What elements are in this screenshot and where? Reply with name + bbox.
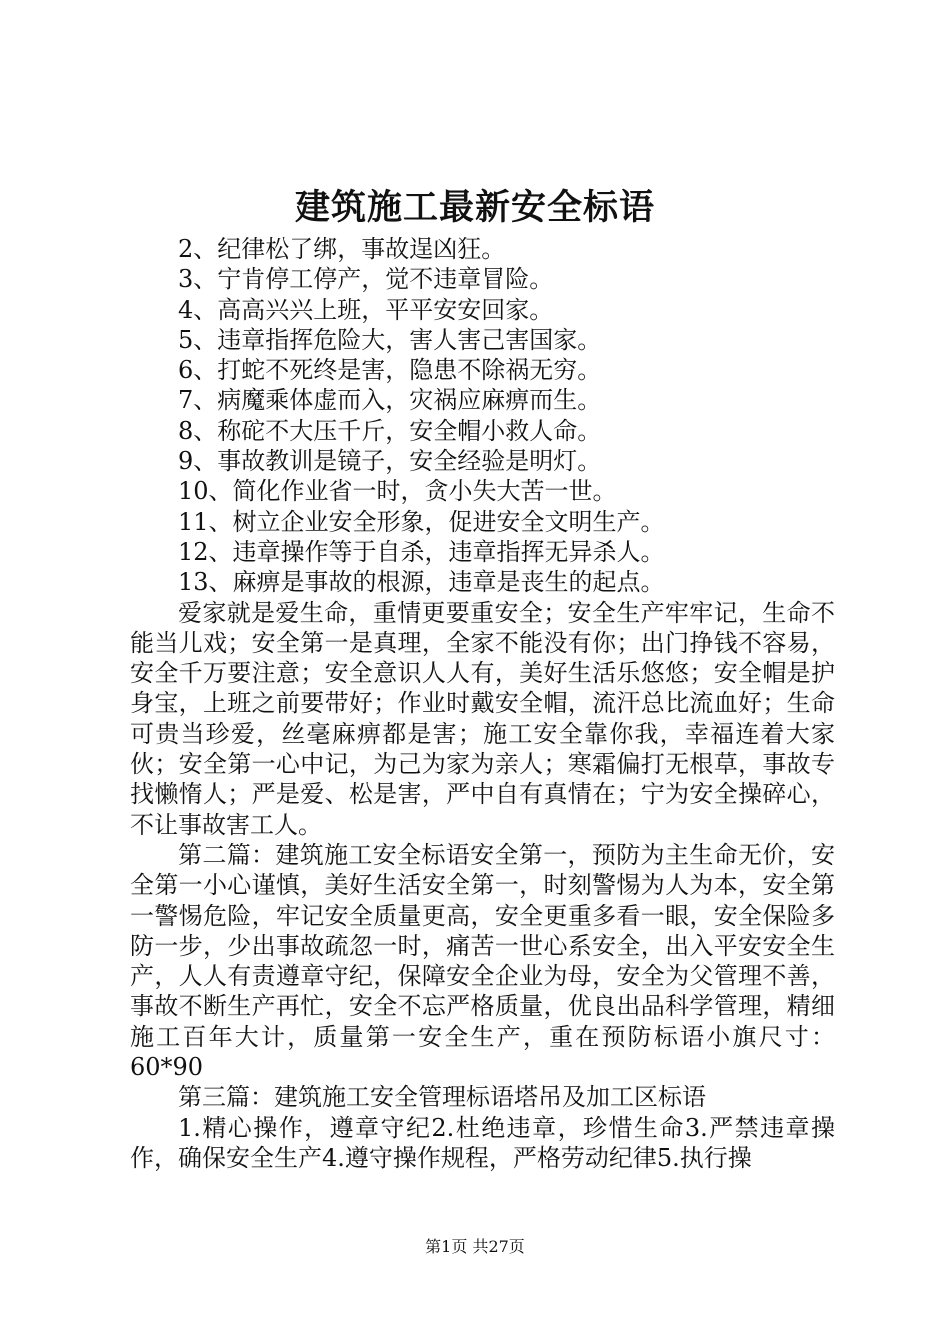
slogan-line: 11、树立企业安全形象，促进安全文明生产。 (178, 507, 665, 536)
slogan-line: 9、事故教训是镜子，安全经验是明灯。 (178, 447, 602, 476)
slogan-line: 3、宁肯停工停产，觉不违章冒险。 (178, 265, 554, 294)
slogan-line: 10、简化作业省一时，贪小失大苦一世。 (178, 477, 617, 506)
slogan-line: 2、纪律松了绑，事故逞凶狂。 (178, 235, 506, 263)
slogan-line: 4、高高兴兴上班，平平安安回家。 (178, 295, 554, 324)
page-footer: 第1页 共27页 (425, 1237, 525, 1256)
slogan-line: 13、麻痹是事故的根源，违章是丧生的起点。 (178, 568, 665, 597)
paragraph-family-safety: 爱家就是爱生命，重情更要重安全；安全生产牢牢记，生命不能当儿戏；安全第一是真理，全家不能没有你；出门挣钱不容易，安全千万要注意；安全意识人人有，美好生活乐悠悠；安全帽是护身宝，上班之前要带好；作业时戴安全帽，流汗总比流血好；生命可贵当珍爱，丝毫麻痹都是害；施工安全靠你我，幸福连着大家伙；安全第一心中记，为己为家为亲人；寒霜偏打无根草，事故专找懒惰人；严是爱、松是害，严中自有真情在；宁为安全操碎心，不让事故害工人。 (130, 598, 835, 839)
slogan-line: 6、打蛇不死终是害，隐患不除祸无穷。 (178, 356, 602, 385)
slogan-line: 8、称砣不大压千斤，安全帽小救人命。 (178, 416, 602, 445)
paragraph-part-three-heading: 第三篇：建筑施工安全管理标语塔吊及加工区标语 (178, 1083, 706, 1112)
paragraph-part-two: 第二篇：建筑施工安全标语安全第一，预防为主生命无价，安全第一小心谨慎，美好生活安全第一，时刻警惕为人为本，安全第一警惕危险，牢记安全质量更高，安全更重多看一眼，安全保险多防一步，少出事故疏忽一时，痛苦一世心系安全，出入平安安全生产，人人有责遵章守纪，保障安全企业为母，安全为父管理不善，事故不断生产再忙，安全不忘严格质量，优良出品科学管理，精细施工百年大计，质量第一安全生产，重在预防标语小旗尺寸：60*90 (130, 840, 835, 1082)
document-body (130, 234, 835, 1173)
slogan-line: 12、违章操作等于自杀，违章指挥无异杀人。 (178, 537, 665, 566)
slogan-line: 7、病魔乘体虚而入，灾祸应麻痹而生。 (178, 386, 602, 415)
document-title: 建筑施工最新安全标语 (294, 187, 655, 228)
paragraph-crane-slogans: 1.精心操作，遵章守纪2.杜绝违章，珍惜生命3.严禁违章操作，确保安全生产4.遵守操作规程，严格劳动纪律5.执行操 (130, 1113, 835, 1172)
slogan-line: 5、违章指挥危险大，害人害己害国家。 (178, 325, 602, 354)
